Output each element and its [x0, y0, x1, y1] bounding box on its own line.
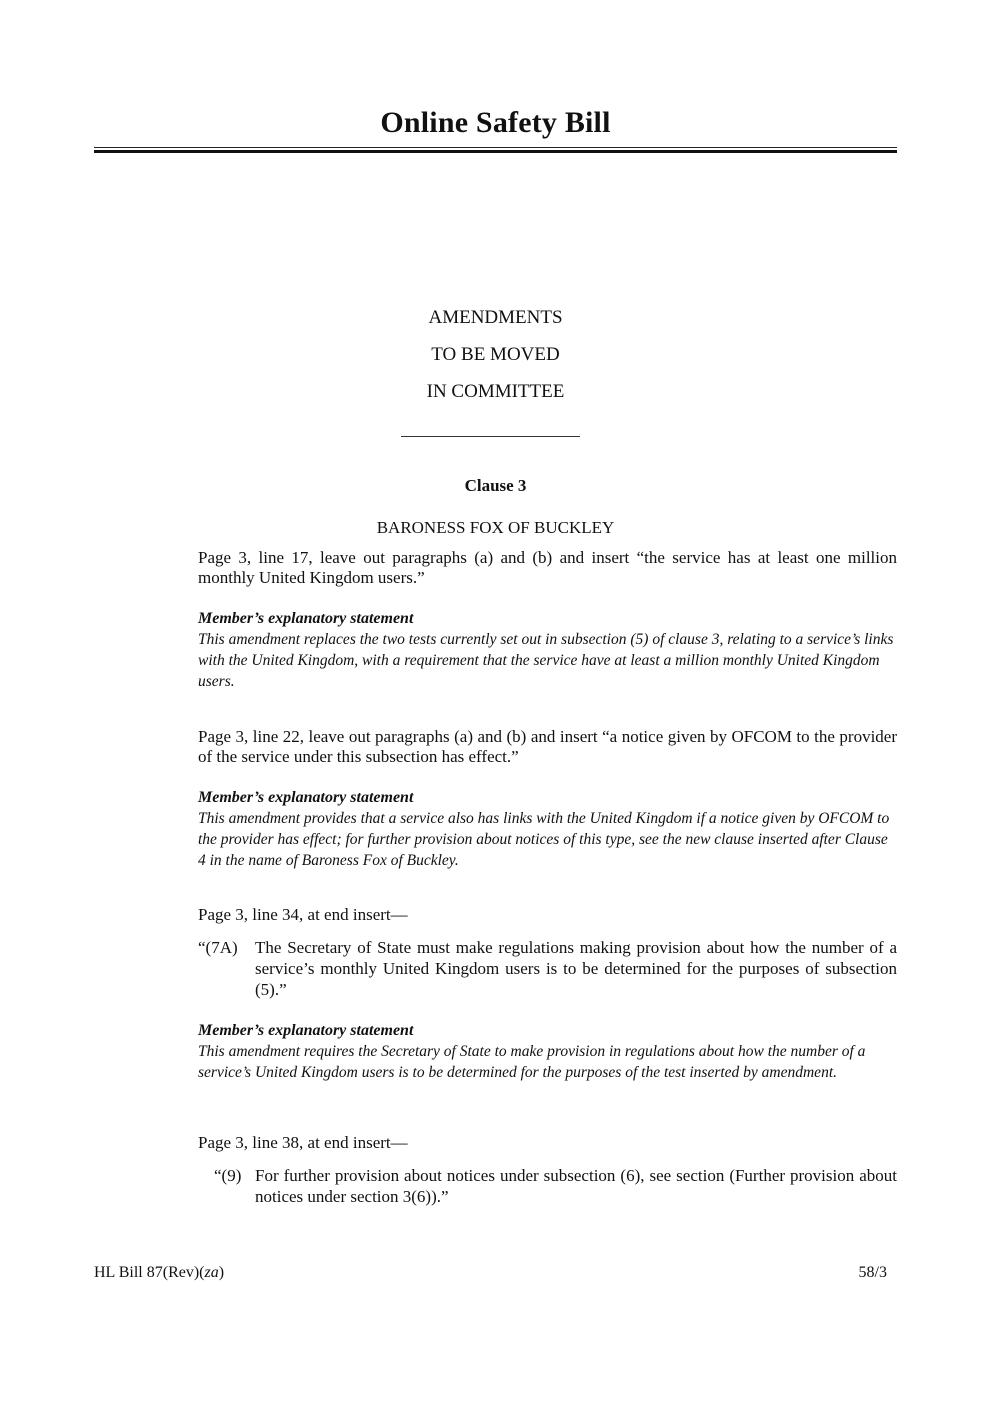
- subsection-number: “(9): [214, 1166, 242, 1185]
- amendment-text: Page 3, line 22, leave out paragraphs (a) and (b) and insert “a notice given by OFCOM to the provider of the service under this subsection has effect.”: [198, 727, 897, 766]
- inserted-subsection: [198, 1165, 897, 1207]
- clause-heading: Clause 3: [464, 476, 527, 495]
- page-reference: 58/3: [858, 1264, 887, 1281]
- explanatory-title: Member’s explanatory statement: [198, 1022, 414, 1039]
- explanatory-title: Member’s explanatory statement: [198, 789, 414, 806]
- member-name: BARONESS FOX OF BUCKLEY: [376, 518, 615, 537]
- amendment-3: [198, 905, 897, 1083]
- amendment-text: Page 3, line 34, at end insert—: [198, 905, 408, 924]
- amendment-text: Page 3, line 17, leave out paragraphs (a) and (b) and insert “the service has at least one million monthly United Kingdom users.”: [198, 548, 897, 587]
- inserted-subsection: [198, 937, 897, 1000]
- title-rule-thick: [94, 150, 897, 153]
- explanatory-text: This amendment provides that a service also has links with the United Kingdom if a notice given by OFCOM to the provider has effect; for further provision about notices of this type, see the new clause inserted after Clause 4 in the name of Baroness Fox of Buckley.: [198, 810, 890, 869]
- amendment-4: [198, 1133, 897, 1207]
- document-title: Online Safety Bill: [380, 106, 611, 139]
- heading-line-3: IN COMMITTEE: [426, 381, 565, 402]
- subsection-text: For further provision about notices under subsection (6), see section (Further provision about notices under section 3(6)).”: [255, 1166, 897, 1206]
- heading-line-1: AMENDMENTS: [428, 307, 563, 328]
- bill-ref-close: ): [218, 1264, 225, 1281]
- title-rule-thin: [94, 147, 897, 148]
- explanatory-text: This amendment requires the Secretary of State to make provision in regulations about how the number of a service’s United Kingdom users is to be determined for the purposes of the test inserted by amendment.: [198, 1043, 866, 1081]
- explanatory-title: Member’s explanatory statement: [198, 610, 414, 627]
- heading-line-2: TO BE MOVED: [431, 344, 560, 365]
- amendment-2: [198, 727, 897, 871]
- amendment-text: Page 3, line 38, at end insert—: [198, 1133, 408, 1152]
- subsection-number: “(7A): [198, 938, 238, 957]
- bill-reference: [94, 1264, 224, 1282]
- explanatory-text: This amendment replaces the two tests currently set out in subsection (5) of clause 3, relating to a service’s links with the United Kingdom, with a requirement that the service have at least a million monthly United Kingdom users.: [198, 631, 894, 690]
- bill-ref-suffix-italic: za: [204, 1264, 219, 1281]
- bill-ref-prefix: HL Bill 87(Rev)(: [94, 1264, 205, 1281]
- subsection-text: The Secretary of State must make regulations making provision about how the number of a service’s monthly United Kingdom users is to be determined for the purposes of subsection (5).”: [255, 938, 897, 999]
- amendment-1: [198, 548, 897, 692]
- section-separator: [401, 436, 580, 437]
